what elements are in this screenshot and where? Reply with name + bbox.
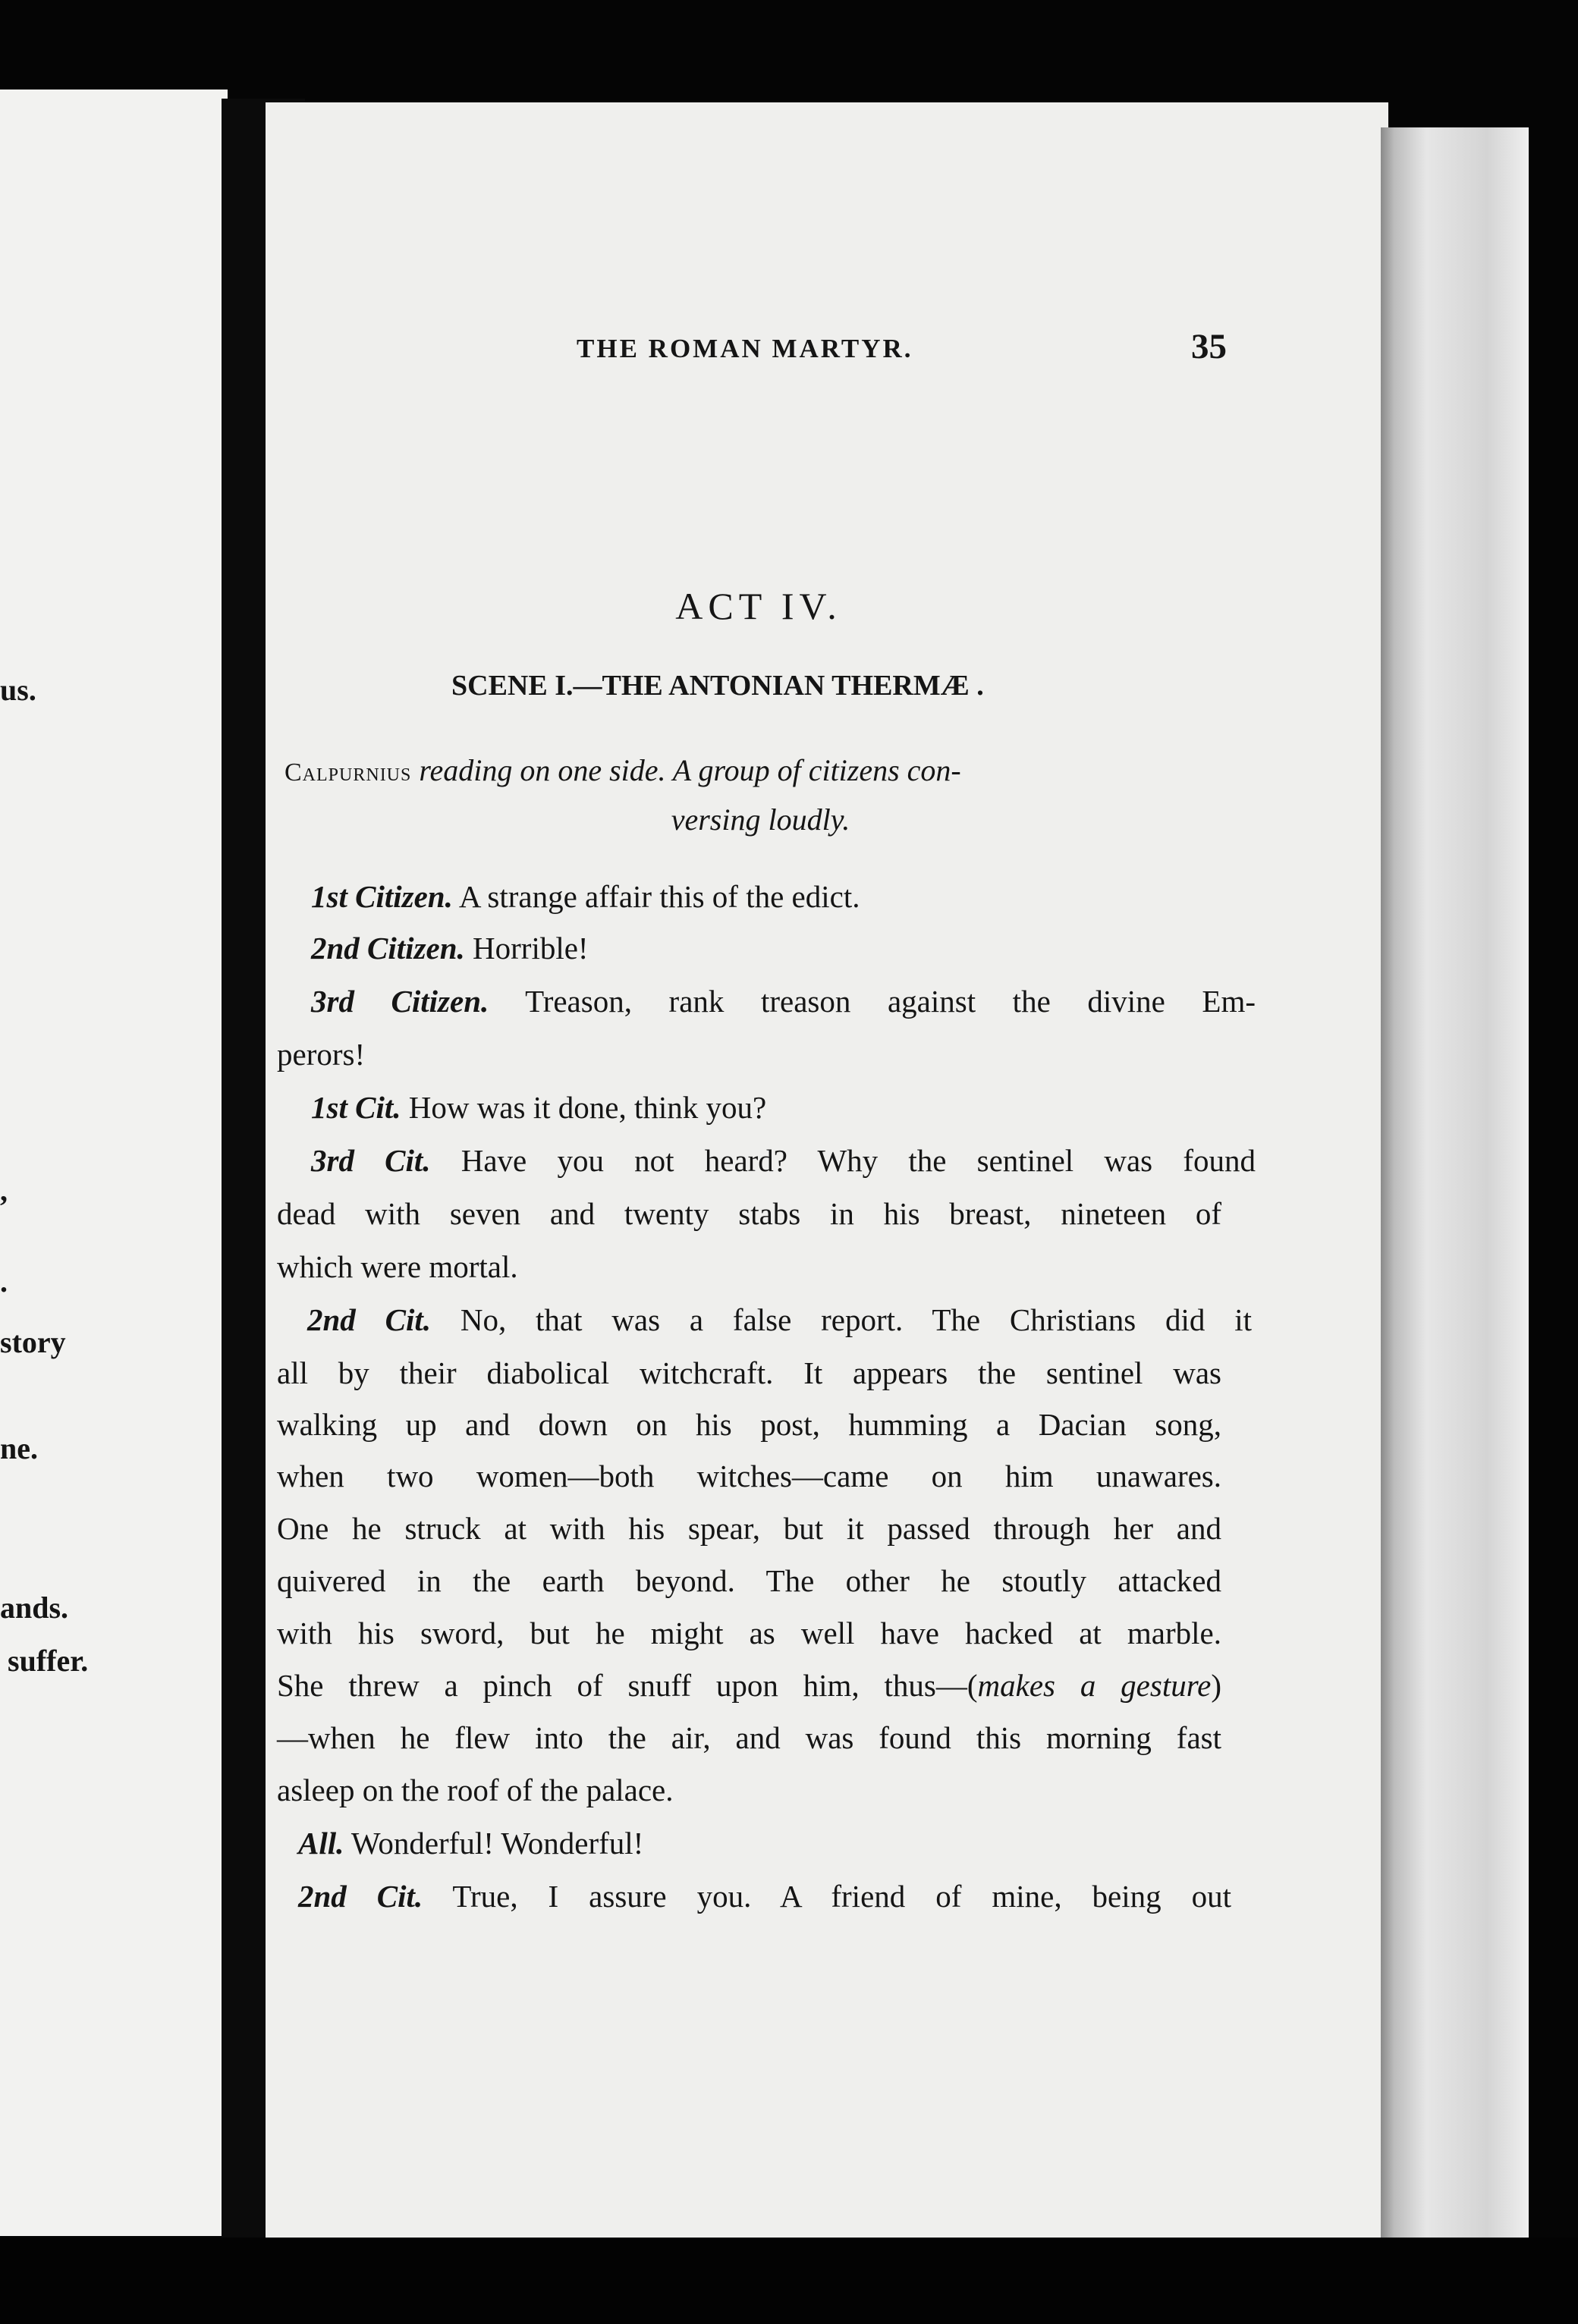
speaker-name: All. (298, 1826, 344, 1861)
line-text: Wonderful! Wonderful! (344, 1826, 644, 1861)
dialogue-line (298, 1881, 1231, 1912)
line-text: quivered in the earth beyond. The other he stoutly attacked (277, 1563, 1221, 1598)
line-text: —when he flew into the air, and was found this morning fast (277, 1720, 1221, 1755)
dialogue-line (277, 1249, 518, 1284)
line-text: dead with seven and twenty stabs in his breast, nineteen of (277, 1196, 1221, 1231)
speaker-name: 1st Citizen. (311, 879, 453, 914)
dialogue-line (277, 1355, 1221, 1390)
page-edge (1381, 127, 1529, 2263)
line-text: Horrible! (464, 931, 589, 966)
speaker-name: 3rd Cit. (311, 1143, 431, 1178)
line-text: She threw a pinch of snuff upon him, thus—( (277, 1668, 978, 1703)
stage-direction-text: versing loudly. (671, 802, 850, 837)
left-page-fragment: ands. (0, 1591, 69, 1625)
left-page-fragment: suffer. (8, 1644, 89, 1678)
line-text: all by their diabolical witchcraft. It appears the sentinel was (277, 1355, 1221, 1390)
line-text: A strange affair this of the edict. (452, 879, 860, 914)
line-text: with his sword, but he might as well have hacked at marble. (277, 1616, 1221, 1650)
speaker-name: 2nd Cit. (307, 1302, 432, 1337)
dialogue-line (277, 1409, 1221, 1440)
stage-aside: makes a gesture (977, 1668, 1212, 1703)
line-text: asleep on the roof of the palace. (277, 1773, 674, 1807)
dialogue-line (311, 933, 589, 964)
dialogue-line (277, 1775, 674, 1806)
dialogue-line (311, 881, 860, 912)
line-text: which were mortal. (277, 1249, 518, 1284)
dialogue-line (277, 1461, 1221, 1492)
dialogue-line (277, 1513, 1221, 1544)
speaker-name: 2nd Cit. (298, 1879, 423, 1914)
left-page (0, 90, 228, 2236)
speaker-name: 2nd Citizen. (311, 931, 465, 966)
line-text: How was it done, think you? (401, 1090, 767, 1125)
line-text: Treason, rank treason against the divine Em- (489, 984, 1256, 1019)
dialogue-line (277, 1618, 1221, 1649)
stage-direction (284, 747, 1237, 843)
left-page-fragment: story (0, 1325, 66, 1359)
left-page-fragment: us. (0, 673, 36, 707)
stage-direction-text: reading on one side. A group of citizens con- (411, 753, 961, 787)
left-page-fragment: ne. (0, 1431, 38, 1465)
line-text: No, that was a false report. The Christians did it (431, 1302, 1253, 1337)
speaker-name: 3rd Citizen. (311, 984, 489, 1019)
dialogue-line (311, 986, 1256, 1017)
line-text: True, I assure you. A friend of mine, being out (423, 1879, 1231, 1914)
left-page-fragment: , (0, 1173, 8, 1208)
dialogue-line (298, 1828, 643, 1859)
page-number: 35 (1191, 327, 1227, 366)
line-text: One he struck at with his spear, but it passed through her and (277, 1511, 1221, 1546)
dialogue-line (311, 1145, 1256, 1176)
scene-heading: SCENE I.—THE ANTONIAN THERMÆ . (451, 670, 984, 702)
running-title: THE ROMAN MARTYR. (577, 334, 913, 363)
line-text: ) (1211, 1668, 1221, 1703)
line-text: perors! (277, 1037, 366, 1072)
dialogue-line (311, 1092, 766, 1123)
line-text: when two women—both witches—came on him unawares. (277, 1459, 1221, 1493)
speaker-name: 1st Cit. (311, 1090, 401, 1125)
dialogue-line (277, 1563, 1221, 1598)
scan-border (0, 2238, 1578, 2324)
dialogue-line (277, 1720, 1221, 1755)
dialogue-line (277, 1039, 365, 1070)
line-text: walking up and down on his post, humming a Dacian song, (277, 1407, 1221, 1442)
line-text: Have you not heard? Why the sentinel was found (430, 1143, 1256, 1178)
act-heading: ACT IV. (675, 585, 842, 627)
left-page-fragment: . (0, 1264, 8, 1299)
dialogue-line (277, 1670, 1221, 1701)
dialogue-line (307, 1302, 1253, 1337)
dialogue-line (277, 1198, 1221, 1230)
stage-direction-name: Calpurnius (284, 758, 412, 787)
